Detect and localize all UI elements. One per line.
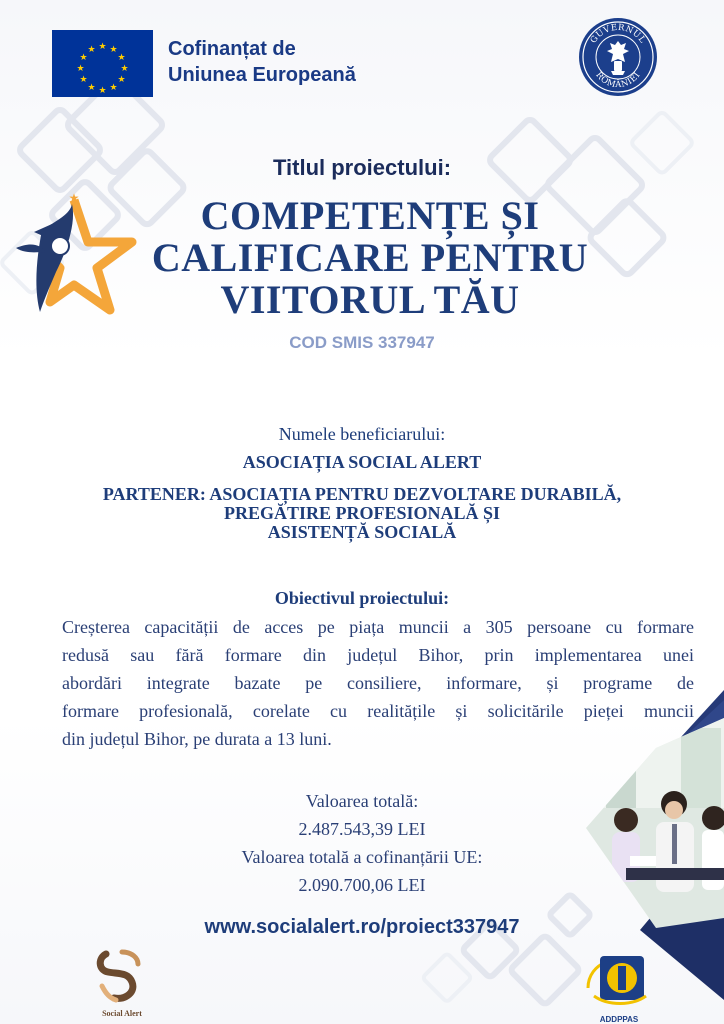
seal-bottom-text: ROMÂNIEI — [593, 70, 643, 91]
eu-flag — [52, 30, 153, 97]
partner-line: PARTENER: ASOCIAȚIA PENTRU DEZVOLTARE DURABILĂ, — [102, 484, 622, 504]
objective-line: abordări integrate bazate pe consiliere, informare, și programe de — [62, 673, 694, 693]
eu-line-1: Cofinanțat de — [168, 38, 296, 60]
objective-line: Creșterea capacității de acces pe piața muncii a 305 persoane cu formare — [62, 617, 694, 637]
eu-value-label: Valoarea totală a cofinanțării UE: — [241, 847, 483, 867]
project-title-line: VIITORUL TĂU — [220, 277, 520, 322]
addppas-logo — [584, 948, 654, 1024]
objective-label: Obiectivul proiectului: — [274, 588, 450, 608]
project-title-line: CALIFICARE PENTRU — [151, 235, 589, 280]
beneficiary-name: ASOCIAȚIA SOCIAL ALERT — [242, 452, 482, 472]
objective-line: formare profesională, corelate cu realitățile și solicitările pieței muncii — [62, 701, 694, 721]
objective-line: redusă sau fără formare din județul Bihor, prin implementarea unei — [62, 645, 694, 665]
total-value: 2.487.543,39 LEI — [298, 819, 426, 839]
project-title — [140, 195, 600, 321]
svg-text:★: ★ — [109, 45, 118, 55]
social-alert-logo — [92, 948, 152, 1020]
svg-text:★: ★ — [117, 53, 126, 63]
partner-name — [0, 485, 724, 542]
seal-top-text: GUVERNUL — [588, 22, 648, 46]
students-photo — [586, 718, 724, 938]
small-star-icon: ★ — [68, 191, 80, 205]
cod-smis: COD SMIS 337947 — [289, 333, 435, 352]
addppas-emblem-icon — [584, 948, 654, 1010]
hands-icon — [92, 948, 152, 1004]
svg-text:★: ★ — [76, 64, 85, 74]
svg-text:★: ★ — [98, 42, 107, 52]
social-alert-label: Social Alert — [102, 1009, 142, 1018]
svg-text:★: ★ — [79, 75, 88, 85]
project-title-line: COMPETENȚE ȘI — [200, 193, 540, 238]
eu-value: 2.090.700,06 LEI — [298, 875, 426, 895]
addppas-label: ADDPPAS — [599, 1015, 639, 1024]
svg-text:★: ★ — [79, 53, 88, 63]
beneficiary-label: Numele beneficiarului: — [278, 424, 446, 444]
svg-text:★: ★ — [87, 83, 96, 93]
eu-line-2: Uniunea Europeană — [168, 64, 356, 86]
total-value-label: Valoarea totală: — [305, 791, 419, 811]
graduate-star-logo — [12, 190, 137, 325]
svg-text:★: ★ — [109, 83, 118, 93]
eu-stars-icon — [52, 30, 153, 97]
svg-text:★: ★ — [98, 86, 107, 96]
svg-text:★: ★ — [87, 45, 96, 55]
svg-text:★: ★ — [120, 64, 129, 74]
romanian-government-seal — [578, 17, 658, 97]
partner-line: PREGĂTIRE PROFESIONALĂ ȘI — [223, 503, 501, 523]
project-url-link[interactable]: www.socialalert.ro/proiect337947 — [204, 916, 520, 938]
title-label: Titlul proiectului: — [272, 155, 452, 180]
eu-cofinancing-text — [168, 36, 356, 88]
svg-text:★: ★ — [117, 75, 126, 85]
partner-line: ASISTENȚĂ SOCIALĂ — [267, 522, 457, 542]
objective-line: din județul Bihor, pe durata a 13 luni. — [62, 729, 332, 749]
